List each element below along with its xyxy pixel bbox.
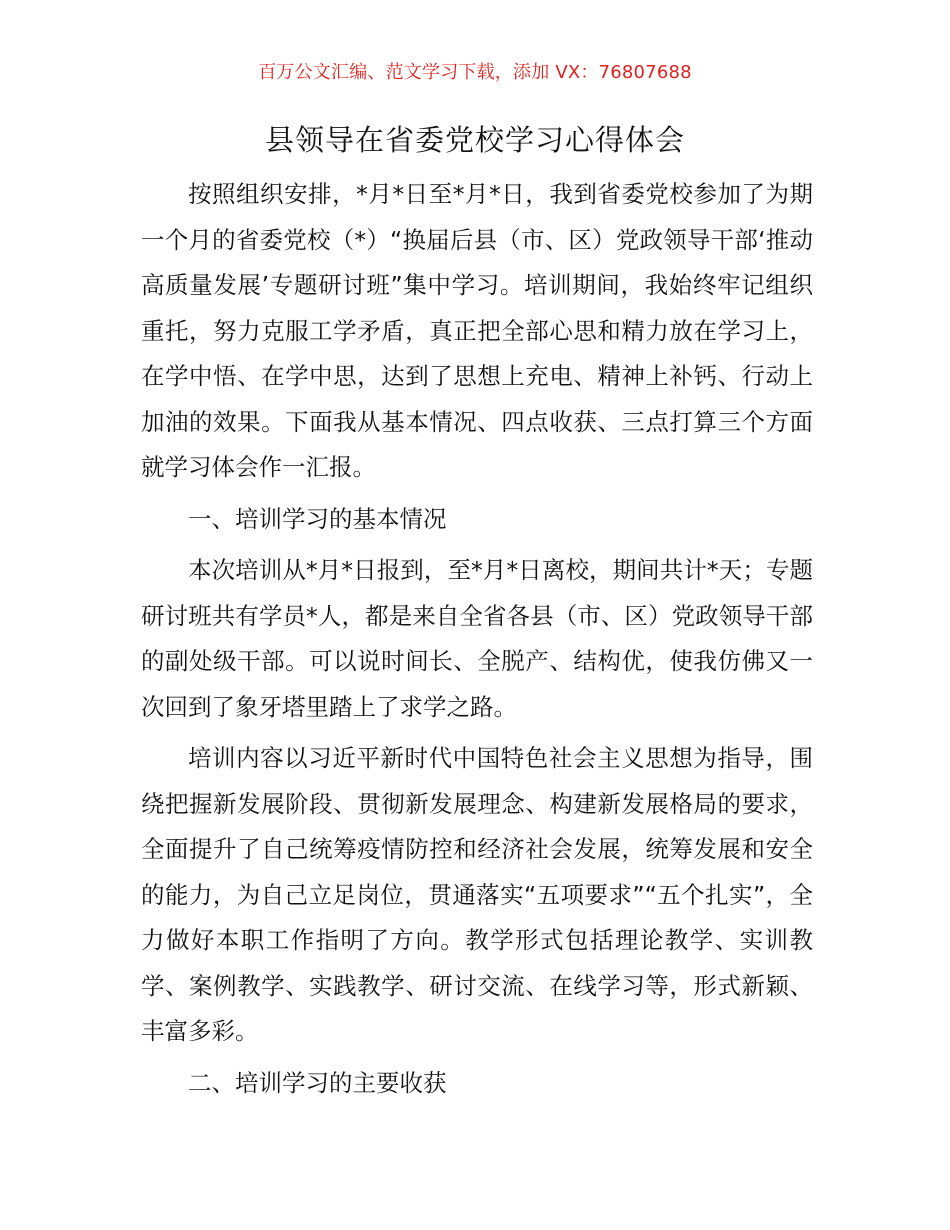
document-title: 县领导在省委党校学习心得体会 — [264, 123, 685, 157]
header-note: 百万公文汇编、范文学习下载，添加 VX：76807688 — [258, 62, 692, 83]
document-body — [141, 172, 813, 1106]
section-heading-2: 二、培训学习的主要收获 — [188, 1068, 447, 1097]
paragraph-content: 培训内容以习近平新时代中国特色社会主义思想为指导，围绕把握新发展阶段、贯彻新发展理念、构建新发展格局的要求，全面提升了自己统筹疫情防控和经济社会发展，统筹发展和安全的能力，为自己立足岗位，贯通落实“五项要求”“五个扎实”，全力做好本职工作指明了方向。教学形式包括理论教学、实训教学、案例教学、实践教学、研讨交流、在线学习等，形式新颖、丰富多彩。 — [141, 744, 813, 1045]
paragraph-basic-info: 本次培训从*月*日报到，至*月*日离校，期间共计*天；专题研讨班共有学员*人，都是来自全省各县（市、区）党政领导干部的副处级干部。可以说时间长、全脱产、结构优，使我仿佛又一次回到了象牙塔里踏上了求学之路。 — [141, 556, 813, 721]
section-heading-1: 一、培训学习的基本情况 — [188, 504, 447, 533]
paragraph-intro: 按照组织安排，*月*日至*月*日，我到省委党校参加了为期一个月的省委党校（*）“换届后县（市、区）党政领导干部‘推动高质量发展’专题研讨班”集中学习。培训期间，我始终牢记组织重托，努力克服工学矛盾，真正把全部心思和精力放在学习上，在学中悟、在学中思，达到了思想上充电、精神上补钙、行动上加油的效果。下面我从基本情况、四点收获、三点打算三个方面就学习体会作一汇报。 — [141, 180, 813, 481]
